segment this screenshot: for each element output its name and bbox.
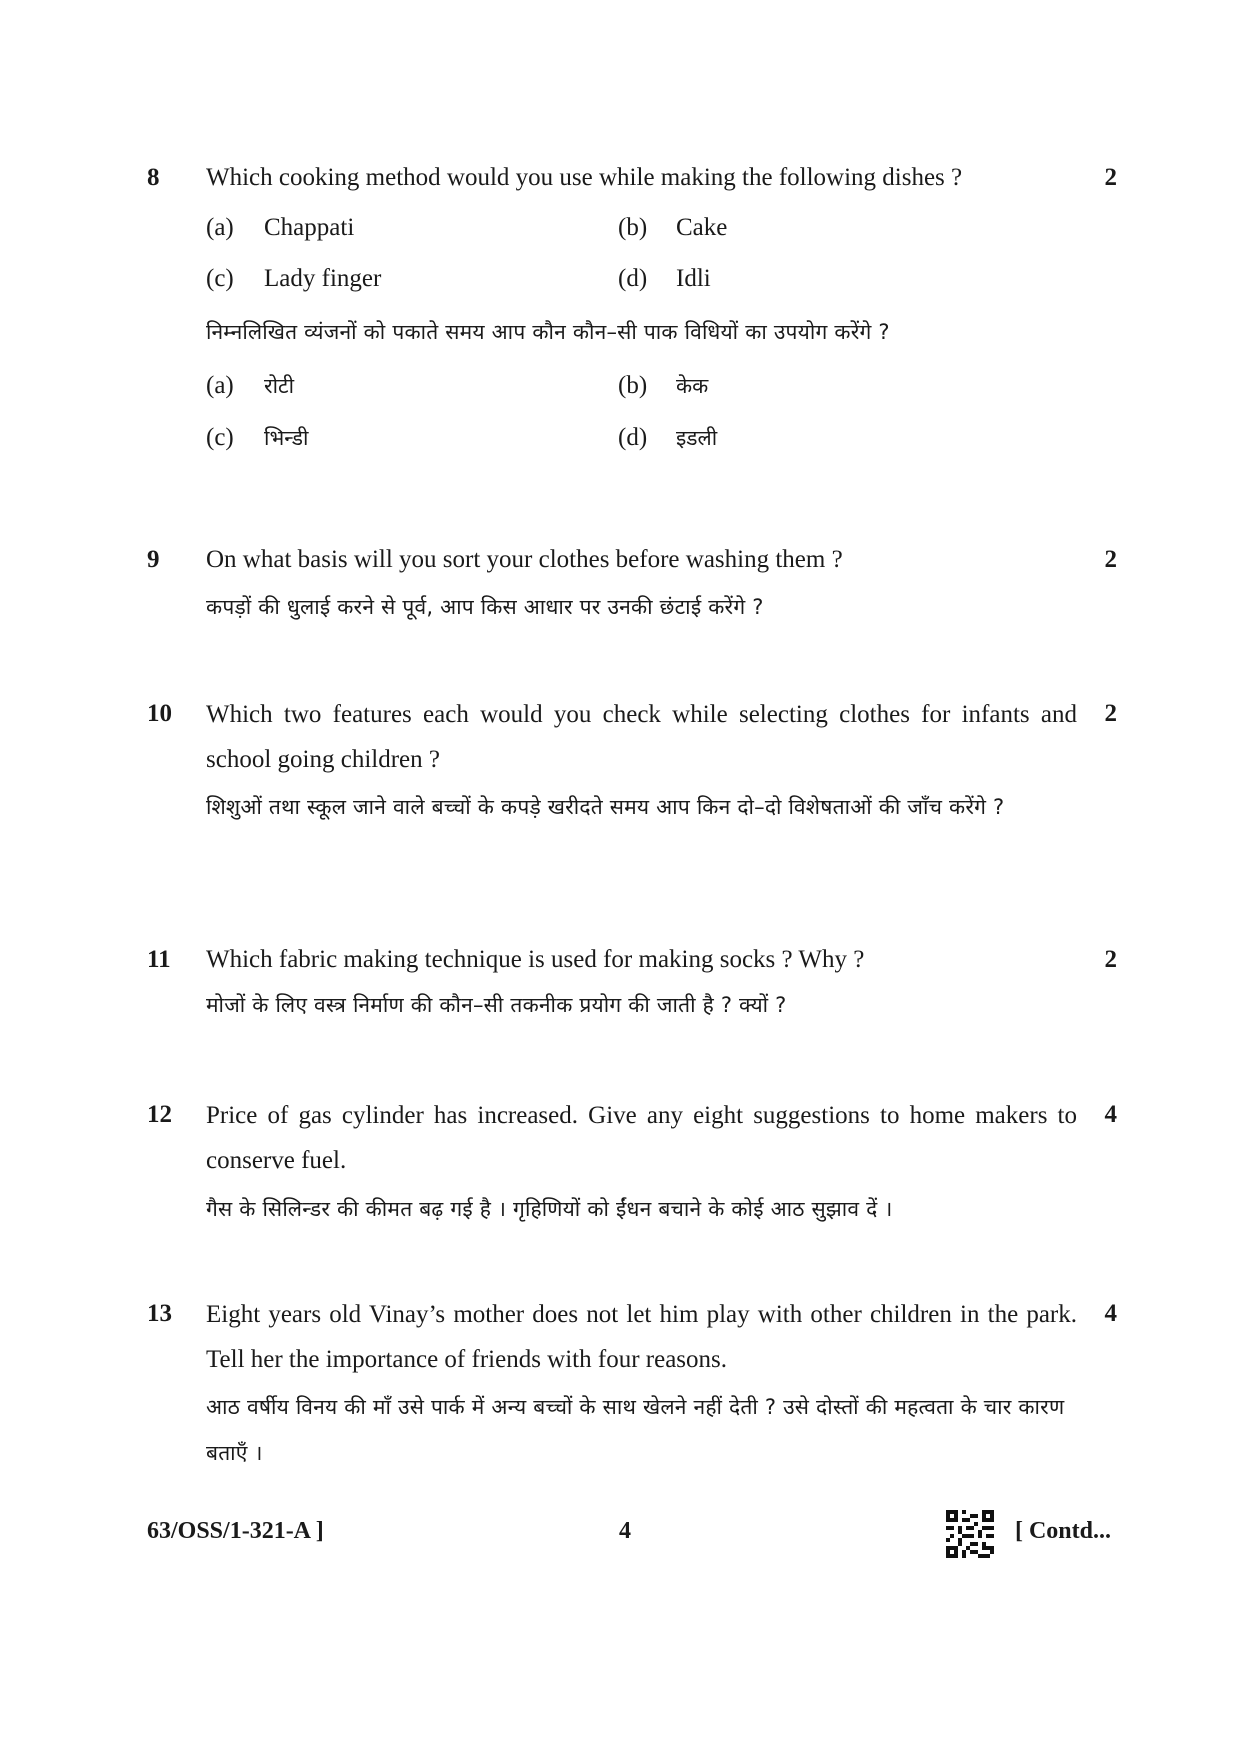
question-9 (147, 543, 1117, 631)
options-hindi (206, 360, 1077, 464)
qr-code-icon (946, 1510, 994, 1558)
question-text-hindi: आठ वर्षीय विनय की माँ उसे पार्क में अन्य बच्चों के साथ खेलने नहीं देती ? उसे दोस्तों की महत्वता के चार कारण बताएँ । (206, 1395, 1065, 1465)
question-text-english: Which cooking method would you use while making the following dishes ? (206, 164, 963, 191)
question-marks: 4 (1104, 1300, 1117, 1327)
question-text-english: Which fabric making technique is used for making socks ? Why ? (206, 946, 865, 973)
options-english (206, 202, 1077, 304)
continued-label: [ Contd... (1014, 1518, 1111, 1544)
option-text: Lady finger (264, 265, 382, 292)
question-marks: 2 (1104, 164, 1117, 191)
option-label: (b) (618, 372, 648, 399)
question-number: 13 (147, 1300, 172, 1327)
question-text-english: Eight years old Vinay’s mother does not let him play with other children in the park. Tell her the importance of friends with four reasons. (206, 1301, 1077, 1373)
question-text-english: Price of gas cylinder has increased. Give any eight suggestions to home makers to conserve fuel. (206, 1102, 1077, 1174)
question-marks: 4 (1104, 1101, 1117, 1128)
option-a (206, 202, 618, 253)
option-c (206, 412, 618, 464)
option-c (206, 253, 618, 304)
option-d (618, 412, 918, 464)
question-number: 12 (147, 1101, 172, 1128)
question-number: 8 (147, 164, 160, 191)
option-d (618, 253, 918, 304)
question-text-hindi: कपड़ों की धुलाई करने से पूर्व, आप किस आधार पर उनकी छंटाई करेंगे ? (206, 595, 764, 619)
question-number: 11 (147, 946, 171, 973)
option-text: Chappati (264, 214, 355, 241)
option-text: रोटी (264, 374, 295, 398)
option-label: (d) (618, 265, 648, 292)
question-text-hindi: शिशुओं तथा स्कूल जाने वाले बच्चों के कपड़े खरीदते समय आप किन दो–दो विशेषताओं की जाँच करेंगे ? (206, 795, 1005, 819)
option-text: Idli (676, 265, 711, 292)
option-text: इडली (676, 426, 718, 450)
option-label: (c) (206, 265, 234, 292)
question-12 (147, 1098, 1117, 1233)
question-text-english: On what basis will you sort your clothes before washing them ? (206, 546, 843, 573)
question-text-hindi: निम्नलिखित व्यंजनों को पकाते समय आप कौन कौन–सी पाक विधियों का उपयोग करेंगे ? (206, 320, 890, 344)
option-text: भिन्डी (264, 426, 309, 450)
question-10 (147, 697, 1117, 830)
option-b (618, 202, 918, 253)
question-13 (147, 1297, 1117, 1476)
question-marks: 2 (1104, 546, 1117, 573)
option-label: (b) (618, 214, 648, 241)
option-a (206, 360, 618, 412)
question-number: 10 (147, 700, 172, 727)
question-11 (147, 943, 1117, 1029)
page-footer (147, 1518, 1117, 1562)
question-text-hindi: मोजों के लिए वस्त्र निर्माण की कौन–सी तकनीक प्रयोग की जाती है ? क्यों ? (206, 993, 787, 1017)
question-marks: 2 (1104, 700, 1117, 727)
question-marks: 2 (1104, 946, 1117, 973)
paper-code: 63/OSS/1-321-A ] (147, 1518, 324, 1544)
option-label: (c) (206, 424, 234, 451)
option-label: (a) (206, 214, 234, 241)
option-text: केक (676, 374, 709, 398)
question-text-english: Which two features each would you check while selecting clothes for infants and school going children ? (206, 701, 1077, 773)
option-text: Cake (676, 214, 728, 241)
question-number: 9 (147, 546, 160, 573)
question-text-hindi: गैस के सिलिन्डर की कीमत बढ़ गई है । गृहिणियों को ईंधन बचाने के कोई आठ सुझाव दें । (206, 1197, 893, 1221)
option-label: (a) (206, 372, 234, 399)
option-b (618, 360, 918, 412)
question-8 (147, 161, 1117, 468)
page-number: 4 (619, 1518, 631, 1544)
option-label: (d) (618, 424, 648, 451)
